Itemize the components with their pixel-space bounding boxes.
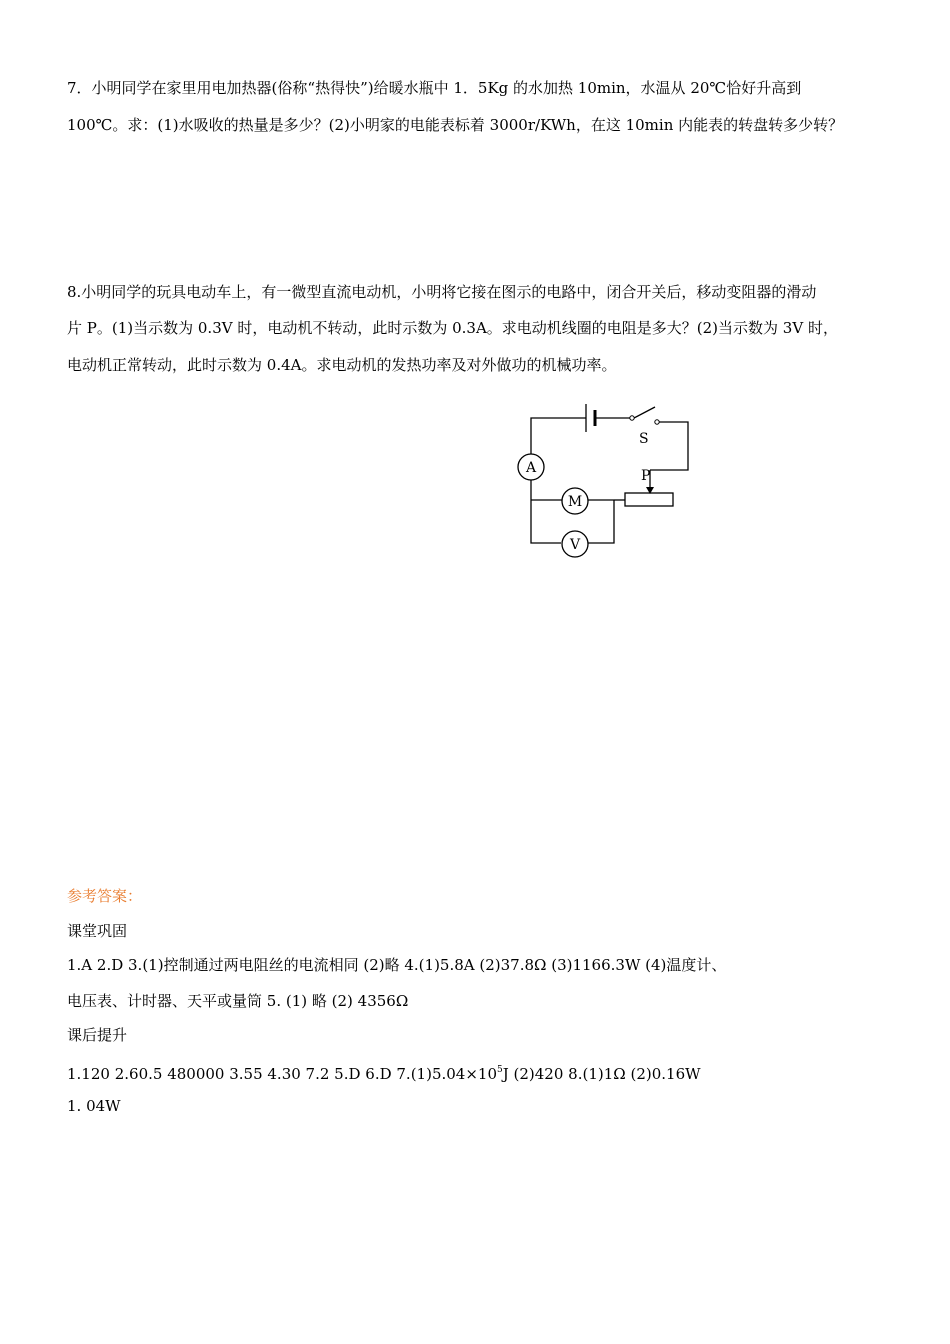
section-1-title: 课堂巩固 — [67, 922, 128, 940]
switch-label: S — [639, 431, 649, 447]
answers-heading: 参考答案： — [67, 887, 143, 905]
wire-top-left — [531, 418, 586, 454]
switch-contact-right — [655, 420, 659, 424]
wire-left-lower — [531, 480, 561, 543]
switch-blade — [634, 407, 655, 418]
question-8-line-2: 片 P。(1)当示数为 0.3V 时，电动机不转动，此时示数为 0.3A。求电动机线圈的电阻是多大？(2)当示数为 3V 时， — [67, 319, 838, 337]
section-1-answers-line-2: 电压表、计时器、天平或量筒 5. (1) 略 (2) 4356Ω — [67, 992, 409, 1010]
question-7-line-2: 100℃。求：(1)水吸收的热量是多少？(2)小明家的电能表标着 3000r/KWh，在这 10min 内能表的转盘转多少转？ — [67, 116, 844, 134]
section-2-answers-line-2: 1. 04W — [67, 1097, 121, 1115]
ammeter-label: A — [525, 460, 537, 476]
section-2-answers-line-1 — [67, 1060, 701, 1084]
question-8-line-1: 8.小明同学的玩具电动车上，有一微型直流电动机，小明将它接在图示的电路中，闭合开关后，移动变阻器的滑动 — [67, 283, 817, 301]
motor-label: M — [567, 494, 583, 510]
switch-contact-left — [630, 416, 634, 420]
section-2-answers-part-a: 1.120 2.60.5 480000 3.55 4.30 7.2 5.D 6.D 7.(1)5.04×10 — [67, 1065, 497, 1083]
question-7-line-1: 7．小明同学在家里用电加热器(俗称“热得快”)给暖水瓶中 1．5Kg 的水加热 10min，水温从 20℃恰好升高到 — [67, 79, 802, 97]
question-8-line-3: 电动机正常转动，此时示数为 0.4A。求电动机的发热功率及对外做功的机械功率。 — [67, 356, 617, 374]
section-1-answers-line-1: 1.A 2.D 3.(1)控制通过两电阻丝的电流相同 (2)略 4.(1)5.8A (2)37.8Ω (3)1166.3W (4)温度计、 — [67, 956, 727, 974]
section-2-answers-part-b: J (2)420 8.(1)1Ω (2)0.16W — [502, 1065, 701, 1083]
wire-right — [650, 422, 688, 470]
rheostat — [625, 493, 673, 506]
circuit-diagram — [505, 395, 690, 565]
voltmeter-label: V — [569, 537, 581, 553]
section-2-title: 课后提升 — [67, 1026, 128, 1044]
wire-voltmeter-right — [588, 500, 614, 543]
slider-label: P — [641, 468, 651, 484]
exponent: 5 — [497, 1065, 503, 1075]
